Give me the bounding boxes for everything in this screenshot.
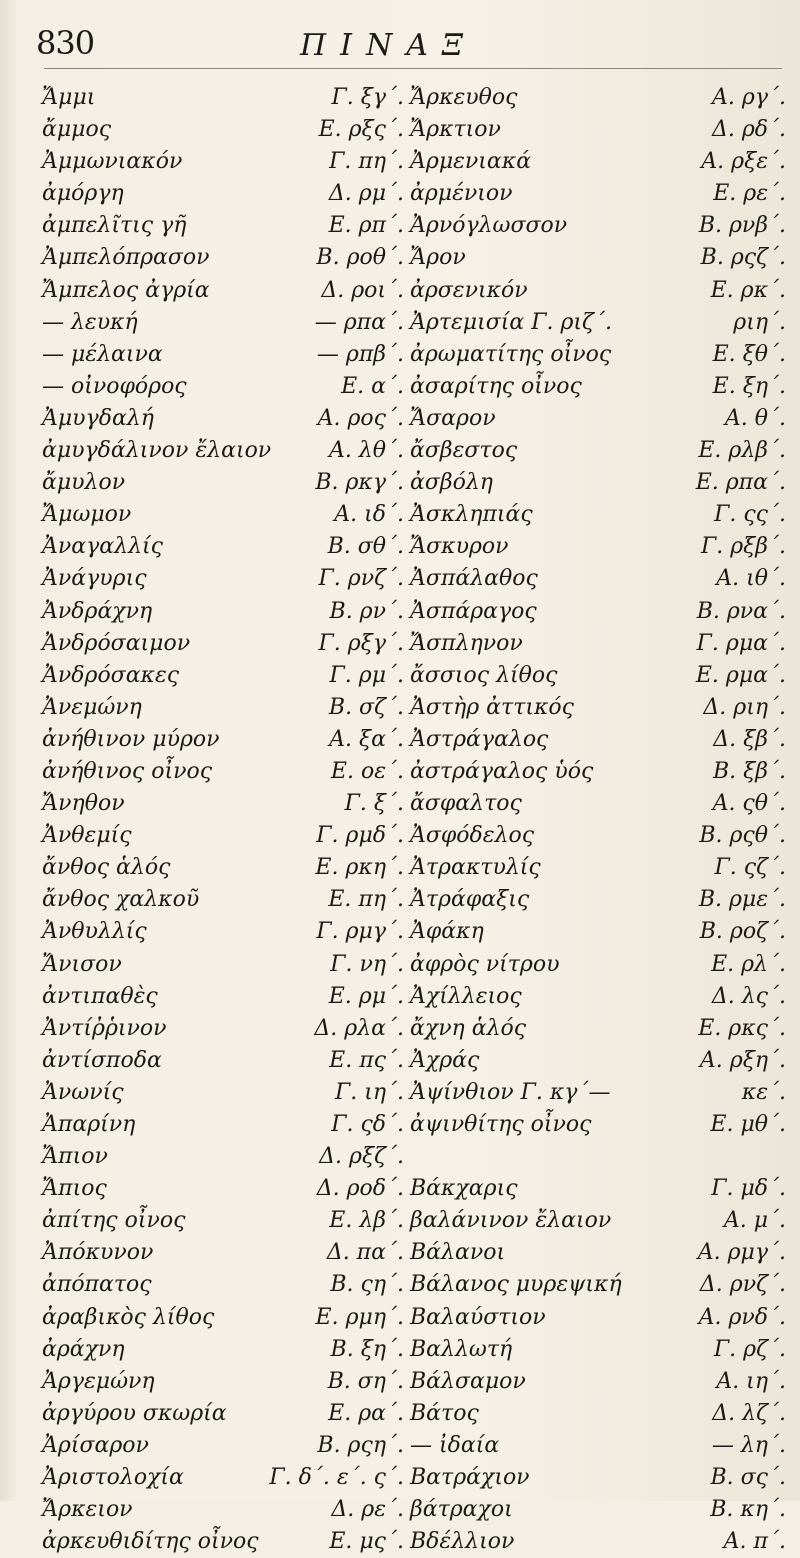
entry-term: Ἀνθυλλίς [42, 919, 147, 945]
index-entry [42, 1398, 404, 1430]
entry-reference: Δ. ροι΄. [321, 277, 404, 303]
index-entry [42, 1269, 404, 1301]
entry-reference: Β. ρν΄. [329, 598, 404, 624]
index-entry [410, 852, 786, 884]
index-entry [410, 1334, 786, 1366]
index-entry [410, 628, 786, 660]
entry-term: Ἄρκευθος [410, 85, 518, 110]
entry-term: Ἀμμωνιακόν [42, 149, 183, 175]
entry-reference: Ε. ρξς΄. [318, 117, 404, 143]
entry-term: Ἄρον [410, 245, 466, 271]
entry-reference: Γ. μδ΄. [711, 1176, 786, 1202]
entry-term: ἀράχνη [42, 1336, 125, 1362]
index-entry [42, 307, 404, 339]
entry-term: Ἀνδρόσακες [42, 662, 180, 688]
index-entry [42, 788, 404, 820]
entry-term: Ἀργεμώνη [42, 1368, 155, 1394]
entry-reference: Α. λθ΄. [328, 438, 404, 464]
entry-reference: Γ. ιη΄. [334, 1079, 404, 1105]
index-entry [42, 1302, 404, 1334]
entry-term: ἀσβόλη [410, 470, 493, 496]
entry-term: ἄσφαλτος [410, 791, 522, 817]
index-entry [410, 692, 786, 724]
entry-reference: Δ. ρλα΄. [314, 1015, 404, 1041]
entry-term: ἀμόργη [42, 181, 124, 207]
entry-term: Ἀπαρίνη [42, 1112, 136, 1137]
index-entry [410, 1109, 786, 1141]
entry-term: Ἄνηθον [42, 791, 125, 817]
index-entry [410, 884, 786, 916]
index-entry [42, 596, 404, 628]
entry-term: Ἀρμενιακά [410, 149, 532, 175]
entry-reference: — ρπα΄. [314, 309, 404, 335]
entry-reference: Β. ξη΄. [330, 1336, 404, 1362]
entry-reference: κε΄. [741, 1079, 786, 1105]
entry-term: Ἀρτεμισία Γ. ριζ΄. [410, 309, 612, 335]
index-entry [42, 1013, 404, 1045]
entry-reference: Ε. μθ΄. [710, 1112, 786, 1137]
entry-reference: Α. θ΄. [724, 405, 786, 431]
entry-term: Βαλλωτή [410, 1336, 513, 1362]
index-entry [410, 82, 786, 114]
entry-term: Ἀνθεμίς [42, 823, 132, 849]
entry-term: ἀστράγαλος ὑός [410, 758, 594, 784]
index-entry [42, 82, 404, 114]
entry-term: Ἄρκτιον [410, 117, 501, 143]
index-entry [42, 499, 404, 531]
index-column-left [42, 82, 404, 1558]
entry-reference: Ε. ρμ΄. [328, 983, 404, 1009]
entry-term: Βαλαύστιον [410, 1304, 546, 1330]
index-entry [410, 949, 786, 981]
index-entry [42, 981, 404, 1013]
entry-reference: Ε. ξθ΄. [712, 341, 786, 367]
entry-term: — μέλαινα [42, 341, 163, 367]
index-entry [410, 467, 786, 499]
entry-reference: Γ. ρμγ΄. [316, 919, 404, 945]
index-entry [410, 275, 786, 307]
entry-term: Ἀτρακτυλίς [410, 855, 541, 881]
entry-reference: Ε. μς΄. [329, 1529, 404, 1555]
entry-term: Βάλανος μυρεψική [410, 1272, 622, 1298]
entry-term: ἄνθος ἁλός [42, 855, 171, 881]
index-entry [410, 1302, 786, 1334]
entry-reference: — λη΄. [711, 1432, 786, 1458]
index-entry [410, 1045, 786, 1077]
entry-reference: Α. ργ΄. [712, 85, 786, 110]
entry-term: Βάκχαρις [410, 1176, 518, 1202]
entry-term: Ἀσπάλαθος [410, 566, 538, 592]
entry-term: ἀφρὸς νίτρου [410, 951, 560, 977]
entry-reference: Β. σς΄. [710, 1465, 786, 1491]
entry-term: βαλάνινον ἔλαιον [410, 1208, 612, 1234]
entry-reference: Β. ςη΄. [330, 1272, 404, 1298]
entry-term: Ἄπιον [42, 1144, 108, 1170]
entry-term: Ἀστράγαλος [410, 726, 549, 752]
index-entry [410, 820, 786, 852]
index-entry [42, 114, 404, 146]
entry-reference: Ε. ρκη΄. [315, 855, 404, 881]
entry-term: Ἀψίνθιον Γ. κγ΄— [410, 1079, 611, 1105]
entry-reference: Γ. νη΄. [330, 951, 404, 977]
index-entry [42, 275, 404, 307]
entry-reference: Β. ρνβ΄. [698, 213, 786, 239]
entry-reference: Β. ρκγ΄. [315, 470, 404, 496]
entry-reference: Α. ιθ΄. [716, 566, 786, 592]
entry-reference: Β. κη΄. [710, 1497, 786, 1523]
entry-reference: Δ. λς΄. [711, 983, 786, 1009]
entry-term: ἄσβεστος [410, 438, 518, 464]
index-entry [410, 563, 786, 595]
index-entry [42, 949, 404, 981]
index-entry [410, 788, 786, 820]
index-entry [42, 178, 404, 210]
entry-term: Ἀτράφαξις [410, 887, 530, 913]
entry-term: ἀραβικὸς λίθος [42, 1304, 215, 1330]
entry-reference: Γ. ρμδ΄. [316, 823, 404, 849]
entry-reference: Α. ρος΄. [317, 405, 404, 431]
entry-reference: Β. σθ΄. [327, 534, 404, 560]
entry-term: Ἄμμι [42, 85, 96, 110]
entry-reference: Γ. ρξγ΄. [318, 630, 404, 656]
entry-term: Ἀνεμώνη [42, 694, 142, 720]
index-entry [410, 403, 786, 435]
entry-reference: Α. μ΄. [723, 1208, 786, 1234]
index-entry [410, 1269, 786, 1301]
index-entry [42, 1237, 404, 1269]
page-header [0, 22, 800, 66]
index-entry [410, 339, 786, 371]
index-entry [410, 916, 786, 948]
entry-term: Ἀσφόδελος [410, 823, 535, 849]
entry-term: Ἄσπληνον [410, 630, 523, 656]
index-entry [410, 1173, 786, 1205]
index-entry [42, 563, 404, 595]
entry-reference: Α. ρνδ΄. [698, 1304, 786, 1330]
entry-term: ἀψινθίτης οἶνος [410, 1112, 592, 1137]
header-rule [44, 68, 782, 69]
entry-term: ἀντιπαθὲς [42, 983, 158, 1009]
entry-term: ἀπίτης οἶνος [42, 1208, 186, 1234]
entry-reference: Ε. ρμα΄. [695, 662, 786, 688]
entry-term: Ἀστὴρ ἀττικός [410, 694, 575, 720]
entry-term: Ἀχίλλειος [410, 983, 522, 1009]
entry-reference: Α. ιη΄. [716, 1368, 786, 1394]
entry-term: ἀργύρου σκωρία [42, 1400, 227, 1426]
entry-reference: Ε. ρπ΄. [328, 213, 404, 239]
entry-reference: Γ. ρζ΄. [713, 1336, 786, 1362]
entry-reference: Β. ρςζ΄. [700, 245, 786, 271]
index-entry [410, 596, 786, 628]
entry-reference: Α. ιδ΄. [334, 502, 404, 528]
entry-reference: Α. ρμγ΄. [697, 1240, 786, 1266]
index-entry [42, 884, 404, 916]
entry-reference: Γ. ρμ΄. [329, 662, 404, 688]
entry-term: Ἄμωμον [42, 502, 132, 528]
entry-term: ἀρωματίτης οἶνος [410, 341, 612, 367]
entry-reference: Γ. ςζ΄. [714, 855, 786, 881]
entry-reference: Ε. ρλ΄. [711, 951, 786, 977]
index-entry [42, 371, 404, 403]
entry-term: Βάτος [410, 1400, 479, 1426]
entry-term: — οἰνοφόρος [42, 373, 187, 399]
entry-term: Ἀριστολοχία [42, 1465, 184, 1491]
entry-reference: Δ. πα΄. [326, 1240, 404, 1266]
index-entry [410, 724, 786, 756]
entry-term: ἀμυγδάλινον ἔλαιον [42, 438, 272, 464]
index-entry [42, 1173, 404, 1205]
entry-term: ἀπόπατος [42, 1272, 152, 1298]
index-entry [42, 660, 404, 692]
entry-term: Ἀντίῤῥινον [42, 1015, 167, 1041]
entry-term: Βάλσαμον [410, 1368, 526, 1394]
entry-term: ἄχνη ἁλός [410, 1015, 527, 1041]
index-entry [410, 499, 786, 531]
index-entry [410, 1237, 786, 1269]
entry-term: Βάλανοι [410, 1240, 506, 1266]
index-entry [410, 756, 786, 788]
index-entry [410, 146, 786, 178]
entry-term: ἄμυλον [42, 470, 126, 496]
entry-reference: Γ. ρμα΄. [696, 630, 786, 656]
page-title: ΠΙΝΑΞ [300, 28, 478, 63]
index-entry [410, 1205, 786, 1237]
index-entry [42, 242, 404, 274]
index-entry [410, 371, 786, 403]
entry-term: Ἀρνόγλωσσον [410, 213, 568, 239]
entry-reference: Ε. ρμη΄. [315, 1304, 404, 1330]
entry-term: ἀνήθινος οἶνος [42, 758, 213, 784]
entry-term: ἀρσενικόν [410, 277, 528, 303]
entry-reference: Ε. λβ΄. [329, 1208, 404, 1234]
entry-reference: Γ. ςς΄. [714, 502, 786, 528]
entry-reference: Ε. οε΄. [330, 758, 404, 784]
entry-term: Ἀναγαλλίς [42, 534, 163, 560]
entry-reference: Δ. ρε΄. [331, 1497, 404, 1523]
entry-term: Ἀνδρόσαιμον [42, 630, 191, 656]
index-entry [42, 531, 404, 563]
index-entry [410, 1366, 786, 1398]
entry-reference: ριη΄. [733, 309, 786, 335]
entry-reference: Δ. ξβ΄. [713, 726, 786, 752]
entry-reference: Ε. ρλβ΄. [698, 438, 786, 464]
index-entry [42, 435, 404, 467]
entry-reference: Ε. ρα΄. [328, 1400, 404, 1426]
index-entry [410, 981, 786, 1013]
entry-reference: Δ. ριη΄. [703, 694, 786, 720]
index-entry [42, 628, 404, 660]
entry-reference: Γ. ρξβ΄. [700, 534, 786, 560]
entry-reference: Γ. ςδ΄. [331, 1112, 404, 1137]
entry-term: Ἄσαρον [410, 405, 496, 431]
entry-reference: Ε. πς΄. [329, 1047, 404, 1073]
index-entry [410, 307, 786, 339]
entry-reference: Δ. ρμ΄. [328, 181, 404, 207]
entry-reference: Β. ρνα΄. [696, 598, 786, 624]
entry-reference: Α. π΄. [723, 1529, 786, 1555]
entry-reference: Β. ροθ΄. [316, 245, 404, 271]
entry-reference: Β. σζ΄. [328, 694, 404, 720]
index-entry [410, 660, 786, 692]
entry-term: ἀμπελῖτις γῆ [42, 213, 187, 239]
entry-reference: Δ. ροδ΄. [316, 1176, 404, 1202]
page-number: 830 [36, 24, 95, 62]
entry-reference: Β. ρςη΄. [317, 1432, 404, 1458]
entry-term: Ἀνάγυρις [42, 566, 147, 592]
entry-term: ἀρκευθιδίτης οἶνος [42, 1529, 259, 1555]
index-entry [42, 1526, 404, 1558]
entry-term: — ἰδαία [410, 1432, 500, 1458]
index-entry [410, 1141, 786, 1173]
entry-reference: Δ. ρνζ΄. [699, 1272, 786, 1298]
entry-reference: Δ. λζ΄. [712, 1400, 786, 1426]
entry-reference: Β. ση΄. [327, 1368, 404, 1394]
entry-term: Ἀνωνίς [42, 1079, 124, 1105]
index-entry [42, 1045, 404, 1077]
entry-term: ἀσαρίτης οἶνος [410, 373, 582, 399]
index-entry [42, 146, 404, 178]
index-entry [42, 820, 404, 852]
entry-term: ἄνθος χαλκοῦ [42, 887, 200, 913]
index-entry [42, 852, 404, 884]
index-entry [42, 339, 404, 371]
entry-reference: Δ. ρξζ΄. [319, 1144, 404, 1170]
entry-term: ἀνήθινον μύρον [42, 726, 220, 752]
entry-reference: Γ. ρνζ΄. [318, 566, 404, 592]
entry-term: Ἄνισον [42, 951, 122, 977]
index-entry [410, 178, 786, 210]
index-entry [42, 1334, 404, 1366]
entry-reference: — ρπβ΄. [316, 341, 404, 367]
entry-term: Ἀπόκυνον [42, 1240, 154, 1266]
index-entry [42, 1205, 404, 1237]
index-entry [42, 692, 404, 724]
entry-reference: Ε. ρκ΄. [710, 277, 786, 303]
entry-term: Ἀφάκη [410, 919, 484, 945]
index-column-right [410, 82, 786, 1558]
entry-reference: Α. ρξε΄. [701, 149, 786, 175]
index-entry [410, 1013, 786, 1045]
entry-reference: Δ. ρδ΄. [711, 117, 786, 143]
index-entry [410, 531, 786, 563]
entry-term: Βδέλλιον [410, 1529, 515, 1555]
index-entry [42, 210, 404, 242]
entry-term: Ἀχράς [410, 1047, 480, 1073]
index-entry [42, 916, 404, 948]
entry-term: Βατράχιον [410, 1465, 530, 1491]
index-entry [42, 1366, 404, 1398]
index-entry [410, 210, 786, 242]
entry-term: βάτραχοι [410, 1497, 513, 1523]
entry-term: — λευκή [42, 309, 138, 335]
entry-reference: Γ. πη΄. [329, 149, 404, 175]
index-entry [410, 1077, 786, 1109]
index-entry [42, 1494, 404, 1526]
entry-reference: Γ. ξ΄. [344, 791, 404, 817]
index-entry [410, 242, 786, 274]
entry-reference: Β. ξβ΄. [713, 758, 786, 784]
index-entry [42, 1141, 404, 1173]
entry-reference: Α. ςθ΄. [712, 791, 786, 817]
index-entry [410, 1430, 786, 1462]
entry-reference: Γ. δ΄. ε΄. ς΄. [269, 1465, 404, 1491]
entry-term: ἄσσιος λίθος [410, 662, 558, 688]
entry-reference: Β. ρςθ΄. [699, 823, 786, 849]
entry-term: Ἀνδράχνη [42, 598, 153, 624]
index-entry [42, 756, 404, 788]
entry-term: ἄμμος [42, 117, 112, 143]
index-entry [42, 1430, 404, 1462]
entry-term: Ἄμπελος ἀγρία [42, 277, 210, 303]
index-entry [42, 467, 404, 499]
index-entry [410, 1494, 786, 1526]
entry-reference: Ε. ρπα΄. [695, 470, 786, 496]
entry-term: Ἀσπάραγος [410, 598, 537, 624]
index-entry [42, 1109, 404, 1141]
index-entry [410, 114, 786, 146]
entry-term: Ἄρκειον [42, 1497, 133, 1523]
entry-term: Ἀμυγδαλή [42, 405, 154, 431]
entry-term: Ἄσκυρον [410, 534, 509, 560]
index-entry [42, 724, 404, 756]
entry-reference: Ε. ρκς΄. [698, 1015, 786, 1041]
entry-term: Ἄπιος [42, 1176, 107, 1202]
entry-reference: Ε. πη΄. [328, 887, 404, 913]
index-entry [42, 1077, 404, 1109]
entry-reference: Ε. ρε΄. [713, 181, 786, 207]
entry-term: Ἀμπελόπρασον [42, 245, 210, 271]
index-entry [410, 1398, 786, 1430]
entry-reference: Ε. ξη΄. [712, 373, 786, 399]
index-entry [410, 1462, 786, 1494]
entry-reference: Β. ρμε΄. [698, 887, 786, 913]
entry-reference: Γ. ξγ΄. [331, 85, 404, 110]
index-entry [42, 403, 404, 435]
entry-reference: Α. ρξη΄. [699, 1047, 786, 1073]
entry-reference: Α. ξα΄. [329, 726, 404, 752]
index-entry [410, 1526, 786, 1558]
entry-term: Ἀσκληπιάς [410, 502, 533, 528]
entry-reference: Β. ροζ΄. [699, 919, 786, 945]
index-entry [410, 435, 786, 467]
index-entry [42, 1462, 404, 1494]
entry-term: Ἀρίσαρον [42, 1432, 149, 1458]
entry-term: ἀντίσποδα [42, 1047, 162, 1073]
entry-term: ἀρμένιον [410, 181, 513, 207]
entry-reference: Ε. α΄. [341, 373, 404, 399]
